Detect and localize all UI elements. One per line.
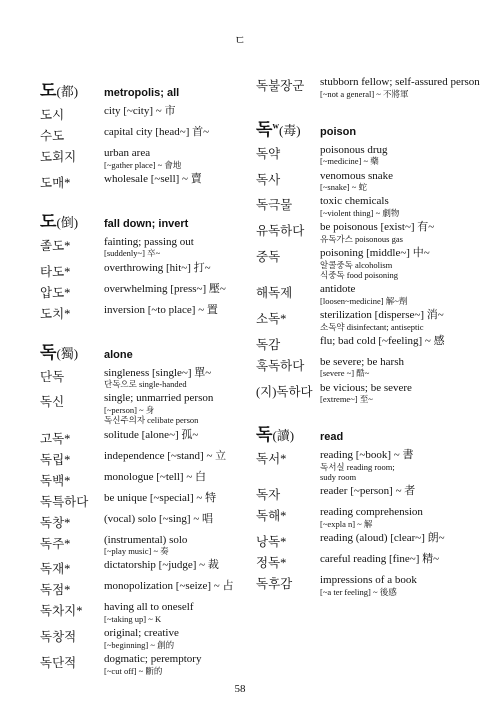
dictionary-entry: [40, 559, 264, 577]
entry-detail: [~snake] ~ 蛇: [320, 182, 367, 193]
entry-detail: [~play music] ~ 奏: [104, 546, 169, 557]
entry-detail: [suddenly~] 卒~: [104, 248, 161, 259]
entry-body: [320, 195, 480, 218]
dictionary-section: [40, 76, 264, 191]
entry-gloss: fainting; passing out: [104, 235, 194, 248]
dictionary-entry: [256, 195, 480, 218]
entry-korean: 정독*: [256, 556, 287, 571]
entry-body: [104, 601, 264, 624]
entry-detail: [~person] ~ 身: [104, 405, 155, 416]
dictionary-entry: [40, 450, 264, 468]
entry-detail: [~violent thing] ~ 劇物: [320, 208, 400, 219]
entry-detail: [~expla n] ~ 解: [320, 519, 373, 530]
dictionary-section: [256, 420, 480, 597]
entry-korean: 독감: [256, 337, 281, 352]
entry-body: [104, 492, 264, 510]
entry-gloss: overwhelming [press~] 壓~: [104, 282, 226, 295]
entry-detail: 유독가스 poisonous gas: [320, 233, 403, 244]
entry-korean: 독백*: [40, 473, 71, 488]
entry-body: [104, 304, 264, 322]
entry-body: [104, 367, 264, 390]
entry-extra: sudy room: [320, 472, 357, 483]
entry-korean: 중독: [256, 250, 281, 265]
entry-gloss: urban area: [104, 147, 151, 159]
heading-syllable: 도: [40, 81, 57, 100]
dictionary-entry: [40, 283, 264, 301]
dictionary-entry: [40, 392, 264, 425]
entry-gloss: city [~city] ~ 市: [104, 105, 176, 117]
dictionary-entry: [256, 532, 480, 550]
entry-body: [104, 513, 264, 531]
entry-body: [104, 147, 264, 170]
dictionary-entry: [256, 76, 480, 99]
entry-body: [104, 173, 264, 191]
entry-detail: 단독으로 single-handed: [104, 379, 187, 390]
entry-body: [104, 262, 264, 280]
entry-body: [104, 283, 264, 301]
entry-gloss: sterilization [disperse~] 消~: [320, 308, 444, 321]
entry-extra: 독신주의자 celibate person: [104, 415, 199, 426]
entry-korean: 독신: [40, 395, 65, 410]
heading-hanja: (都): [56, 84, 79, 99]
entry-korean: 독자: [256, 488, 281, 503]
entry-gloss: (instrumental) solo: [104, 533, 188, 546]
entry-body: [320, 283, 480, 306]
dictionary-entry: [40, 236, 264, 259]
entry-body: [104, 236, 264, 259]
entry-korean: 압도*: [40, 285, 71, 300]
entry-body: [104, 627, 264, 650]
heading-korean: [40, 338, 104, 363]
entry-gloss: single; unmarried person: [104, 392, 214, 405]
entry-korean: 혹독하다: [256, 358, 305, 373]
entry-korean: 독창적: [40, 630, 77, 645]
entry-body: [320, 76, 480, 99]
heading-syllable: 독: [256, 425, 273, 445]
heading-syllable: 독: [256, 119, 273, 139]
entry-body: [320, 309, 480, 332]
section-heading: [40, 76, 264, 101]
entry-korean: 독주*: [40, 536, 71, 551]
entry-body: [104, 429, 264, 447]
entry-gloss: monopolization [~seize] ~ 占: [104, 580, 234, 593]
dictionary-entry: [256, 449, 480, 482]
entry-detail: [~a ter feeling] ~ 後感: [320, 586, 397, 597]
dictionary-entry: [256, 553, 480, 571]
entry-gloss: poisonous drug: [320, 143, 388, 156]
dictionary-section: [256, 115, 480, 405]
entry-gloss: (vocal) solo [~sing] ~ 唱: [104, 512, 214, 525]
entry-body: [104, 450, 264, 468]
entry-korean: 독불장군: [256, 79, 305, 93]
entry-body: [320, 247, 480, 280]
entry-detail: [~medicine] ~ 藥: [320, 156, 379, 167]
entry-body: [320, 335, 480, 353]
entry-korean: 독창*: [40, 515, 71, 530]
entry-gloss: inversion [~to place] ~ 置: [104, 303, 218, 316]
heading-syllable: 독: [40, 342, 57, 362]
heading-prefix: w: [272, 120, 279, 131]
dictionary-entry: [40, 429, 264, 447]
entry-gloss: overthrowing [hit~] 打~: [104, 261, 211, 274]
page-header: ㄷ: [234, 33, 246, 47]
dictionary-entry: [40, 627, 264, 650]
entry-detail: [extreme~] 至~: [320, 394, 373, 405]
dictionary-entry: [40, 147, 264, 170]
entry-gloss: careful reading [fine~] 精~: [320, 553, 440, 566]
entry-korean: 독서*: [256, 452, 287, 467]
entry-korean: 도시: [40, 108, 65, 122]
entry-korean: 독단적: [40, 655, 77, 670]
dictionary-entry: [40, 471, 264, 489]
entry-gloss: wholesale [~sell] ~ 賣: [104, 172, 202, 185]
dictionary-section: [40, 338, 264, 676]
entry-gloss: monologue [~tell] ~ 白: [104, 470, 207, 483]
entry-gloss: reading [~book] ~ 書: [320, 449, 414, 462]
heading-gloss: metropolis; all: [104, 87, 180, 99]
entry-gloss: solitude [alone~] 孤~: [104, 428, 199, 441]
dictionary-section: [40, 207, 264, 322]
entry-korean: 독극물: [256, 198, 293, 213]
dictionary-entry: [256, 382, 480, 405]
section-heading: [256, 115, 480, 140]
entry-korean: 독립*: [40, 452, 71, 467]
dictionary-entry: [256, 247, 480, 280]
entry-body: [320, 574, 480, 597]
entry-korean: 고독*: [40, 431, 71, 446]
section-heading: [256, 420, 480, 445]
entry-gloss: poisoning [middle~] 中~: [320, 247, 430, 260]
dictionary-entry: [256, 283, 480, 306]
entry-gloss: singleness [single~] 單~: [104, 366, 212, 379]
entry-korean: 독점*: [40, 583, 71, 598]
dictionary-entry: [40, 105, 264, 123]
entry-korean: 독특하다: [40, 494, 89, 509]
entry-korean: 독후감: [256, 577, 293, 592]
entry-korean: 단독: [40, 369, 65, 384]
entry-detail: [loosen~medicine] 解~劑: [320, 295, 408, 306]
dictionary-entry: [40, 262, 264, 280]
entry-body: [320, 553, 480, 571]
section-heading: [40, 338, 264, 363]
entry-body: [320, 221, 480, 244]
entry-korean: 도매*: [40, 175, 71, 190]
heading-korean: [256, 420, 320, 445]
entry-body: [320, 449, 480, 482]
heading-hanja: (毒): [278, 122, 301, 138]
entry-korean: 해독제: [256, 286, 293, 301]
entry-gloss: having all to oneself: [104, 601, 194, 614]
section-heading: [40, 207, 264, 232]
entry-gloss: impressions of a book: [320, 574, 417, 587]
entry-detail: 알콜중독 alcoholism: [320, 259, 393, 270]
entry-gloss: original; creative: [104, 627, 179, 640]
entry-gloss: reading comprehension: [320, 506, 423, 519]
heading-korean: [40, 207, 104, 232]
entry-body: [320, 485, 480, 503]
entry-body: [104, 471, 264, 489]
dictionary-section: [256, 76, 480, 99]
dictionary-entry: [40, 601, 264, 624]
heading-gloss: fall down; invert: [104, 217, 189, 230]
entry-gloss: antidote: [320, 283, 356, 296]
dictionary-entry: [256, 335, 480, 353]
heading-gloss: alone: [104, 348, 133, 361]
dictionary-entry: [40, 367, 264, 390]
heading-hanja: (倒): [56, 214, 79, 230]
heading-hanja: (讀): [272, 428, 295, 444]
dictionary-entry: [256, 574, 480, 597]
entry-body: [104, 653, 264, 676]
entry-korean: 도회지: [40, 150, 77, 164]
entry-gloss: reader [~person] ~ 者: [320, 485, 416, 498]
entry-gloss: toxic chemicals: [320, 195, 389, 208]
entry-gloss: venomous snake: [320, 169, 394, 182]
dictionary-entry: [40, 304, 264, 322]
dictionary-entry: [256, 356, 480, 379]
entry-gloss: be poisonous [exist~] 有~: [320, 221, 435, 234]
entry-body: [320, 144, 480, 167]
entry-body: [104, 105, 264, 123]
entry-korean: 낭독*: [256, 535, 287, 550]
entry-body: [320, 170, 480, 193]
entry-detail: [~not a general] ~ 不將軍: [320, 88, 409, 99]
entry-body: [320, 382, 480, 405]
entry-gloss: flu; bad cold [~feeling] ~ 感: [320, 334, 445, 347]
entry-gloss: reading (aloud) [clear~] 朗~: [320, 532, 445, 545]
dictionary-entry: [40, 580, 264, 598]
entry-korean: 소독*: [256, 311, 287, 326]
dictionary-entry: [40, 173, 264, 191]
heading-gloss: read: [320, 431, 344, 444]
entry-gloss: dictatorship [~judge] ~ 裁: [104, 559, 219, 572]
dictionary-entry: [40, 492, 264, 510]
left-column: [40, 76, 264, 692]
page-number: 58: [234, 683, 246, 695]
entry-korean: 유독하다: [256, 224, 305, 239]
entry-korean: 졸도*: [40, 238, 71, 253]
entry-korean: 독해*: [256, 509, 287, 524]
entry-body: [320, 356, 480, 379]
entry-korean: 독차지*: [40, 604, 83, 619]
entry-body: [104, 580, 264, 598]
entry-gloss: dogmatic; peremptory: [104, 652, 202, 665]
entry-gloss: stubborn fellow; self-assured person: [320, 76, 480, 88]
entry-body: [104, 392, 264, 425]
dictionary-entry: [256, 309, 480, 332]
entry-gloss: capital city [head~] 首~: [104, 126, 210, 138]
entry-extra: 식중독 food poisoning: [320, 269, 398, 280]
entry-body: [104, 126, 264, 144]
entry-korean: 독사: [256, 172, 281, 187]
entry-gloss: be unique [~special] ~ 特: [104, 491, 217, 504]
right-column: [256, 76, 480, 613]
entry-body: [104, 559, 264, 577]
entry-detail: 독서실 reading room;: [320, 462, 395, 473]
heading-gloss: poison: [320, 125, 357, 138]
entry-korean: 타도*: [40, 264, 71, 279]
entry-korean: 도치*: [40, 306, 71, 321]
heading-korean: [40, 76, 104, 101]
dictionary-entry: [256, 485, 480, 503]
entry-detail: [severe ~] 酷~: [320, 368, 370, 379]
entry-korean: 독약: [256, 146, 281, 161]
heading-hanja: (獨): [56, 345, 79, 361]
entry-body: [320, 532, 480, 550]
dictionary-entry: [40, 653, 264, 676]
entry-detail: [~taking up] ~ K: [104, 613, 162, 624]
entry-detail: [~gather place] ~ 會地: [104, 159, 182, 170]
dictionary-entry: [256, 221, 480, 244]
entry-korean: (지)독하다: [256, 384, 313, 399]
entry-detail: 소독약 disinfectant; antiseptic: [320, 321, 424, 332]
dictionary-entry: [40, 126, 264, 144]
entry-body: [320, 506, 480, 529]
heading-syllable: 도: [40, 211, 57, 231]
entry-korean: 수도: [40, 129, 65, 143]
entry-korean: 독재*: [40, 562, 71, 577]
entry-body: [104, 534, 264, 557]
dictionary-entry: [256, 170, 480, 193]
entry-gloss: be severe; be harsh: [320, 355, 404, 368]
dictionary-entry: [256, 506, 480, 529]
heading-korean: [256, 115, 320, 140]
entry-gloss: independence [~stand] ~ 立: [104, 449, 227, 462]
entry-gloss: be vicious; be severe: [320, 381, 412, 394]
entry-detail: [~cut off] ~ 斷的: [104, 665, 163, 676]
dictionary-entry: [40, 534, 264, 557]
entry-detail: [~beginning] ~ 創的: [104, 639, 175, 650]
dictionary-entry: [40, 513, 264, 531]
dictionary-entry: [256, 144, 480, 167]
